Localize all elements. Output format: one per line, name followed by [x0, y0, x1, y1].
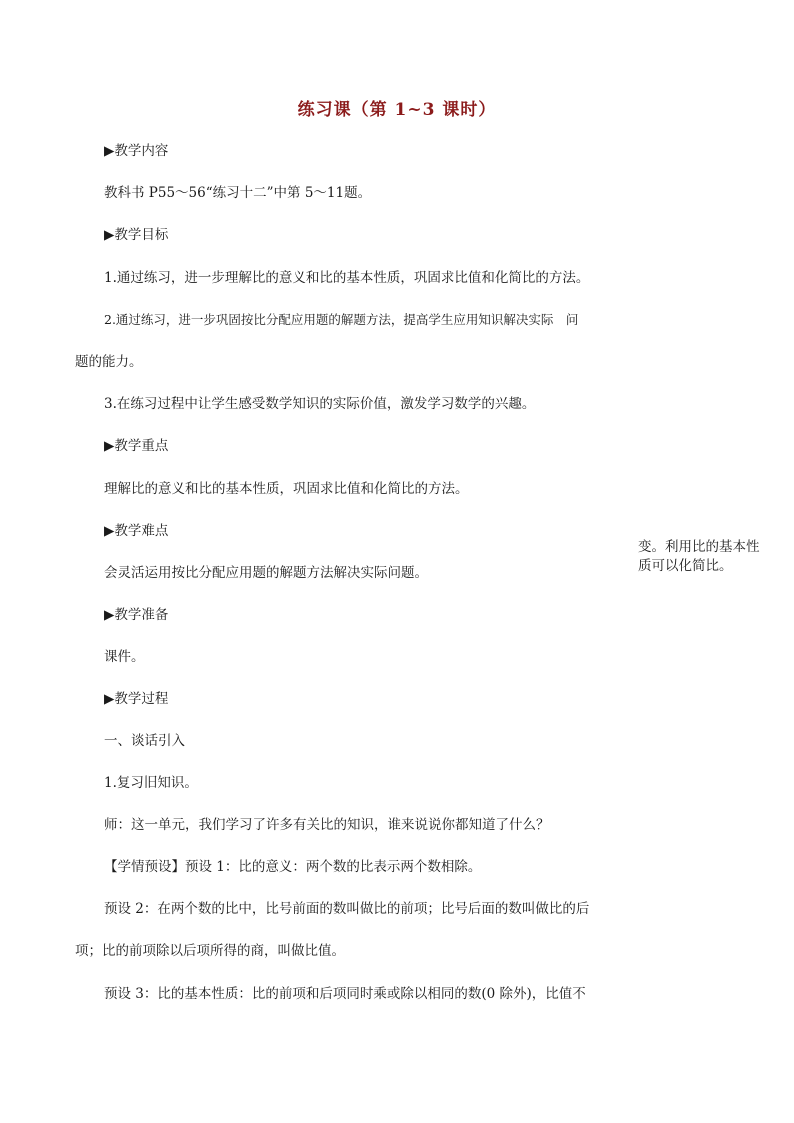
- difficulties-text: 会灵活运用按比分配应用题的解题方法解决实际问题。: [104, 565, 428, 581]
- section-heading-process: ▶教学过程: [104, 691, 169, 707]
- key-points-text: 理解比的意义和比的基本性质，巩固求比值和化简比的方法。: [104, 481, 469, 497]
- preset-1: 【学情预设】预设 1：比的意义：两个数的比表示两个数相除。: [104, 859, 482, 875]
- preset-2: 预设 2：在两个数的比中，比号前面的数叫做比的前项；比号后面的数叫做比的后: [104, 901, 590, 917]
- section-heading-key-points: ▶教学重点: [104, 438, 169, 454]
- goal-2: 2.通过练习，进一步巩固按比分配应用题的解题方法，提高学生应用知识解决实际 问: [104, 312, 579, 327]
- section-heading-difficulties: ▶教学难点: [104, 523, 169, 539]
- process-step-1: 1.复习旧知识。: [104, 775, 198, 791]
- side-note: 变。利用比的基本性质可以化简比。: [638, 539, 760, 574]
- section-heading-preparation: ▶教学准备: [104, 607, 169, 623]
- preset-3: 预设 3：比的基本性质：比的前项和后项同时乘或除以相同的数(0 除外)，比值不: [104, 986, 586, 1002]
- section-heading-content: ▶教学内容: [104, 143, 169, 159]
- section-heading-goals: ▶教学目标: [104, 227, 169, 243]
- teacher-question: 师：这一单元，我们学习了许多有关比的知识，谁来说说你都知道了什么？: [104, 817, 550, 833]
- preparation-text: 课件。: [104, 649, 145, 665]
- goal-1: 1.通过练习，进一步理解比的意义和比的基本性质，巩固求比值和化简比的方法。: [104, 270, 590, 286]
- paragraph-textbook: 教科书 P55～56“练习十二”中第 5～11题。: [104, 185, 372, 201]
- process-step-heading: 一、谈话引入: [104, 733, 185, 749]
- goal-2-continued: 题的能力。: [75, 354, 143, 370]
- goal-3: 3.在练习过程中让学生感受数学知识的实际价值，激发学习数学的兴趣。: [104, 396, 536, 412]
- preset-2-continued: 项；比的前项除以后项所得的商，叫做比值。: [75, 943, 345, 959]
- page-title: 练习课（第 1~3 课时）: [297, 100, 497, 120]
